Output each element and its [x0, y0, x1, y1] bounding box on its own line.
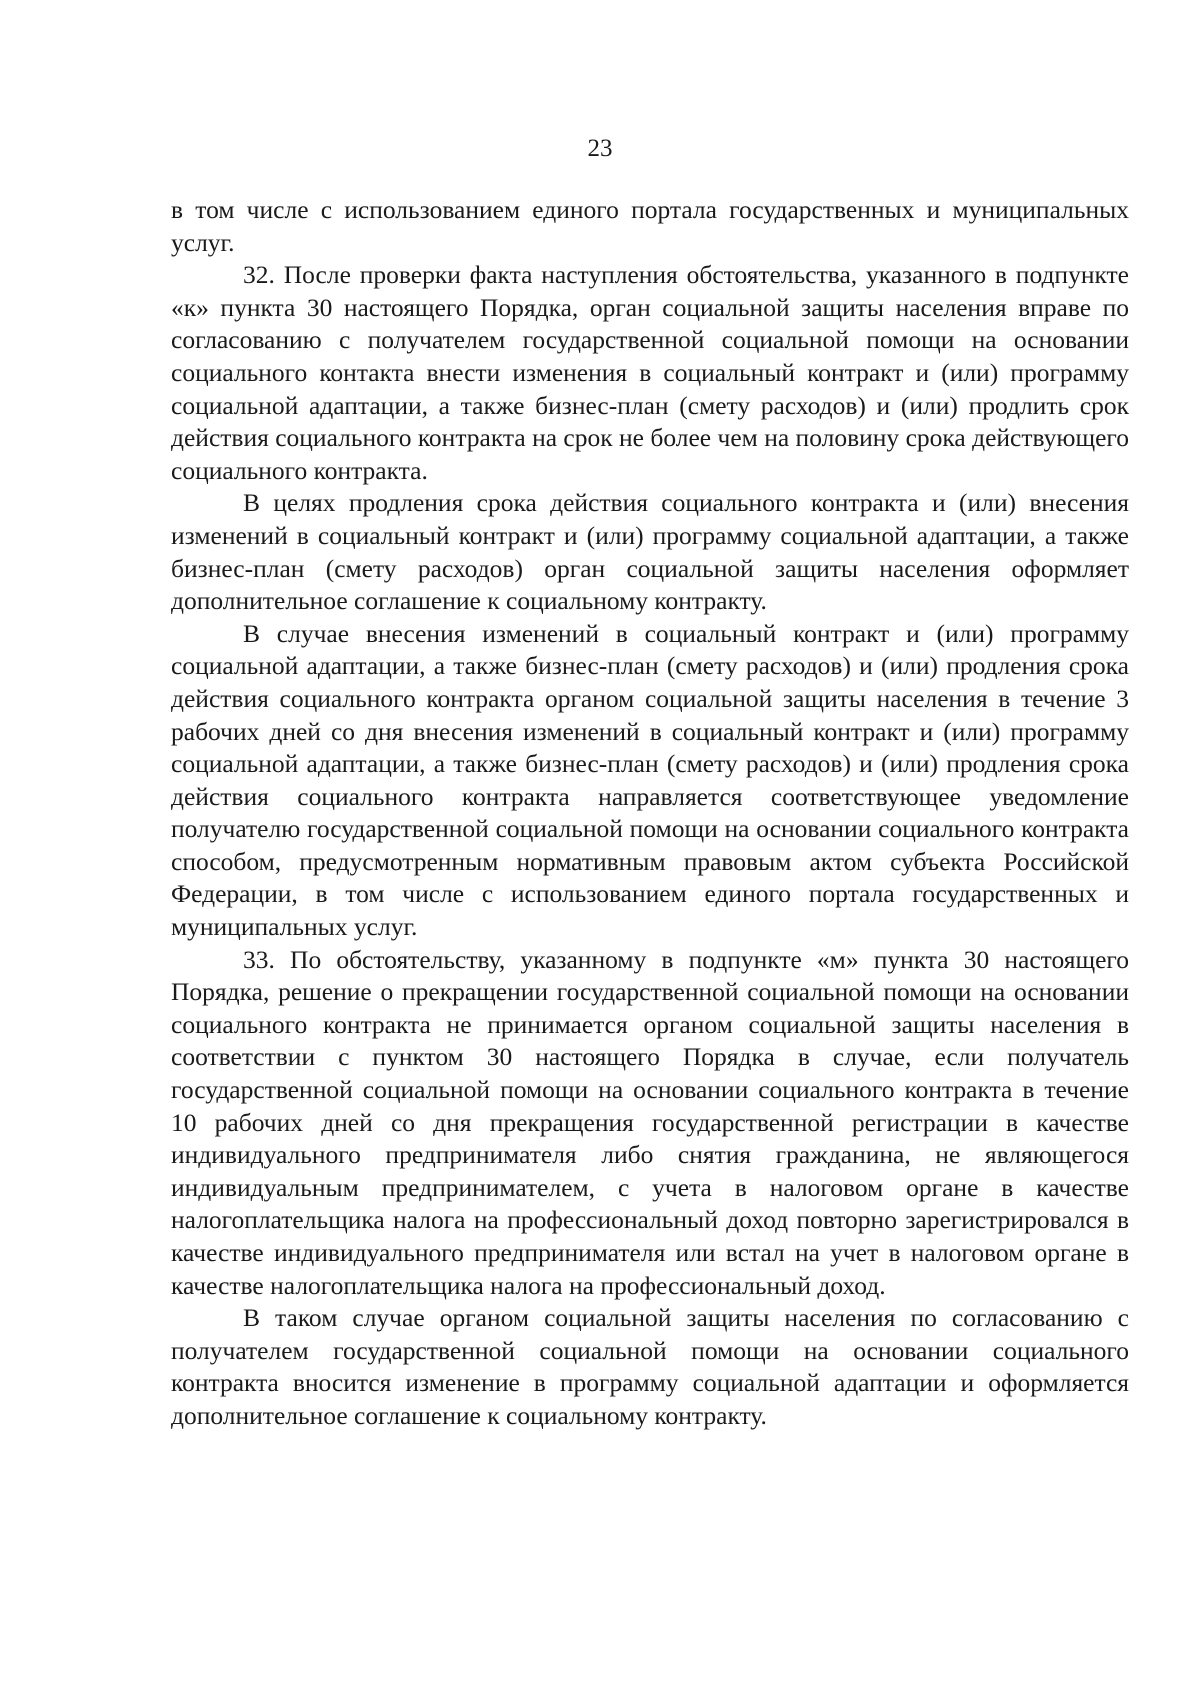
- paragraph-program-change: В таком случае органом социальной защиты населения по согласованию с получателем государственной социальной помощи на основании социального контракта вносится изменение в программу социальной адаптации и оформляется дополнительное соглашение к социальному контракту.: [171, 1303, 1129, 1430]
- document-body: [171, 194, 1129, 1433]
- paragraph-item-33: 33. По обстоятельству, указанному в подпункте «м» пункта 30 настоящего Порядка, решение о прекращении государственной социальной помощи на основании социального контракта не принимается органом социальной защиты населения в соответствии с пунктом 30 настоящего Порядка в случае, если получатель государственной социальной помощи на основании социального контракта в течение 10 рабочих дней со дня прекращения государственной регистрации в качестве индивидуального предпринимателя либо снятия гражданина, не являющегося индивидуальным предпринимателем, с учета в налоговом органе в качестве налогоплательщика налога на профессиональный доход повторно зарегистрировался в качестве индивидуального предпринимателя или встал на учет в налоговом органе в качестве налогоплательщика налога на профессиональный доход.: [171, 944, 1129, 1300]
- paragraph-notification: В случае внесения изменений в социальный контракт и (или) программу социальной адаптации, а также бизнес-план (смету расходов) и (или) продления срока действия социального контракта органом социальной защиты населения в течение 3 рабочих дней со дня внесения изменений в социальный контракт и (или) программу социальной адаптации, а также бизнес-план (смету расходов) и (или) продления срока действия социального контракта направляется соответствующее уведомление получателю государственной социальной помощи на основании социального контракта способом, предусмотренным нормативным правовым актом субъекта Российской Федерации, в том числе с использованием единого портала государственных и муниципальных услуг.: [171, 618, 1129, 942]
- paragraph-extension-purpose: В целях продления срока действия социального контракта и (или) внесения изменений в социальный контракт и (или) программу социальной адаптации, а также бизнес-план (смету расходов) орган социальной защиты населения оформляет дополнительное соглашение к социальному контракту.: [171, 488, 1129, 616]
- paragraph-continuation: в том числе с использованием единого портала государственных и муниципальных услуг.: [171, 195, 1129, 257]
- paragraph-item-32: 32. После проверки факта наступления обстоятельства, указанного в подпункте «к» пункта 30 настоящего Порядка, орган социальной защиты населения вправе по согласованию с получателем государственной социальной помощи на основании социального контакта внести изменения в социальный контракт и (или) программу социальной адаптации, а также бизнес-план (смету расходов) и (или) продлить срок действия социального контракта на срок не более чем на половину срока действующего социального контракта.: [171, 260, 1129, 485]
- page-number: 23: [587, 135, 613, 162]
